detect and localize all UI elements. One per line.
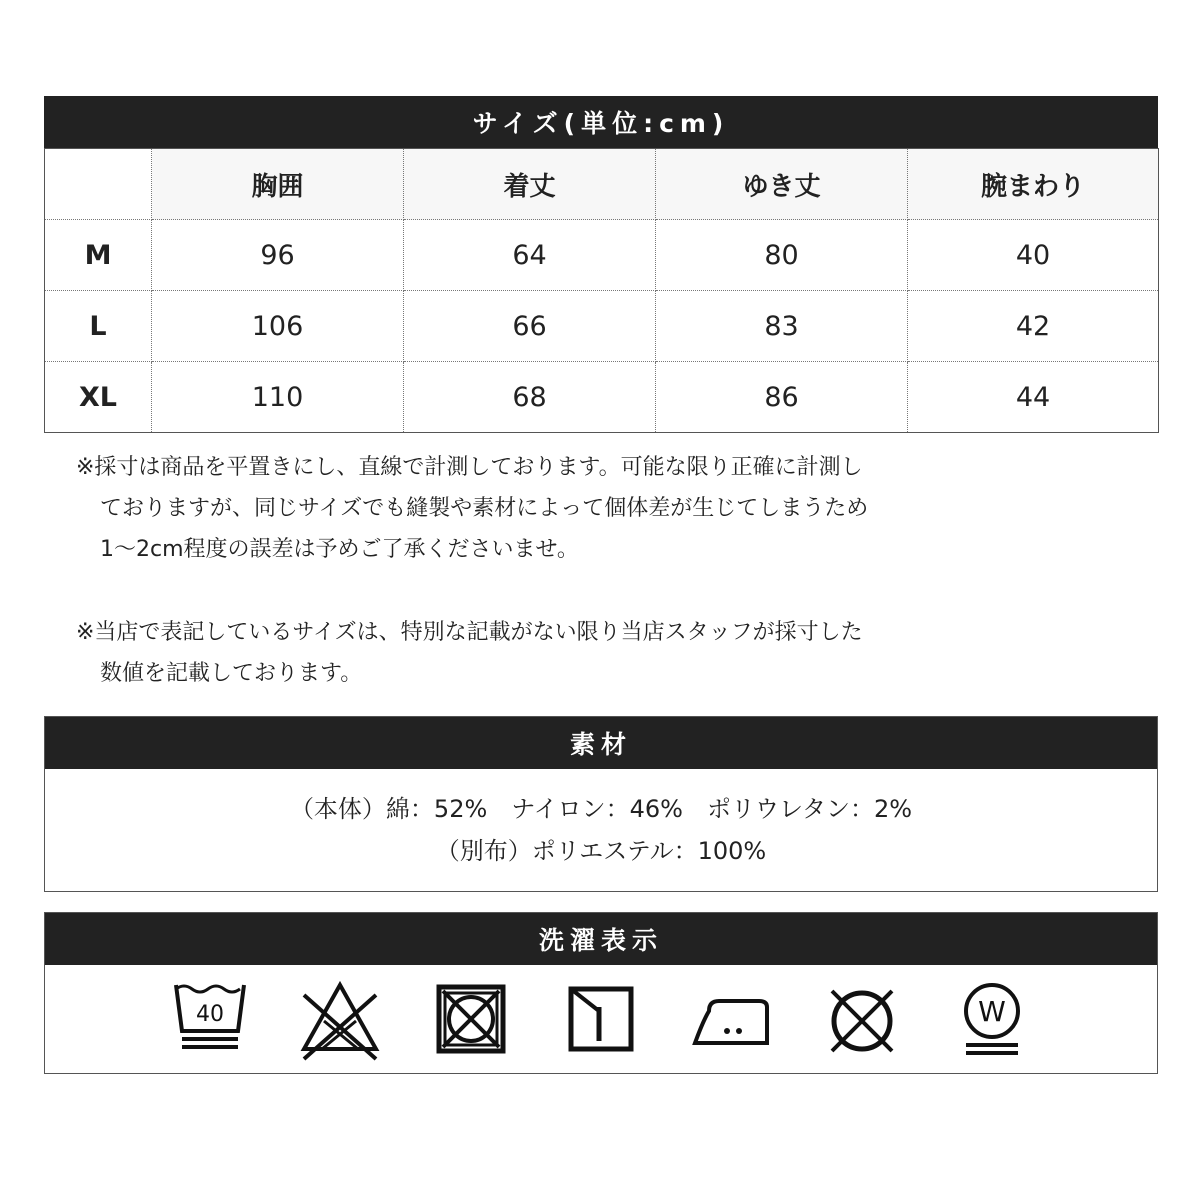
care-section [44, 912, 1158, 1074]
note-line: 数値を記載しております。 [100, 661, 363, 686]
no-dry-clean-icon [820, 977, 904, 1061]
table-row [45, 291, 1159, 362]
table-cell: 44 [908, 362, 1159, 433]
table-cell: 83 [656, 291, 908, 362]
column-header-arm: 腕まわり [908, 149, 1159, 220]
table-cell: 64 [404, 220, 656, 291]
corner-cell [45, 149, 152, 220]
table-cell: 96 [152, 220, 404, 291]
table-cell: 86 [656, 362, 908, 433]
care-icons [45, 965, 1157, 1073]
table-row [45, 220, 1159, 291]
note-line: ※当店で表記しているサイズは、特別な記載がない限り当店スタッフが採寸した [76, 620, 863, 645]
size-title: サイズ(単位:cm) [44, 96, 1158, 148]
table-cell: 110 [152, 362, 404, 433]
wash-temp-label: 40 [196, 1002, 225, 1027]
care-title: 洗濯表示 [45, 913, 1157, 965]
table-cell: 80 [656, 220, 908, 291]
note-line: ておりますが、同じサイズでも縫製や素材によって個体差が生じてしまうため [100, 496, 869, 521]
no-bleach-icon [298, 977, 382, 1061]
column-header-chest: 胸囲 [152, 149, 404, 220]
column-header-length: 着丈 [404, 149, 656, 220]
no-tumble-dry-icon [429, 977, 513, 1061]
size-section [44, 96, 1158, 433]
row-size-label: XL [45, 362, 152, 433]
table-cell: 42 [908, 291, 1159, 362]
row-size-label: L [45, 291, 152, 362]
iron-medium-icon [689, 977, 773, 1061]
wash-tub-40-icon [168, 977, 252, 1061]
material-line-main: （本体）綿：52% ナイロン：46% ポリウレタン：2% [289, 795, 913, 823]
size-table [44, 148, 1159, 433]
wet-clean-label: W [977, 995, 1006, 1028]
table-cell: 66 [404, 291, 656, 362]
material-section [44, 716, 1158, 892]
material-title: 素材 [45, 717, 1157, 769]
material-body [45, 769, 1157, 891]
material-line-sub: （別布）ポリエステル：100% [435, 837, 767, 865]
line-dry-icon [559, 977, 643, 1061]
table-cell: 68 [404, 362, 656, 433]
wet-clean-icon [950, 977, 1034, 1061]
size-source-note [76, 612, 1076, 694]
table-row [45, 362, 1159, 433]
column-header-sleeve: ゆき丈 [656, 149, 908, 220]
table-cell: 40 [908, 220, 1159, 291]
table-cell: 106 [152, 291, 404, 362]
measurement-note [76, 447, 1076, 570]
table-header-row [45, 149, 1159, 220]
note-line: 1～2cm程度の誤差は予めご了承くださいませ。 [100, 537, 579, 562]
row-size-label: M [45, 220, 152, 291]
note-line: ※採寸は商品を平置きにし、直線で計測しております。可能な限り正確に計測し [76, 455, 863, 480]
